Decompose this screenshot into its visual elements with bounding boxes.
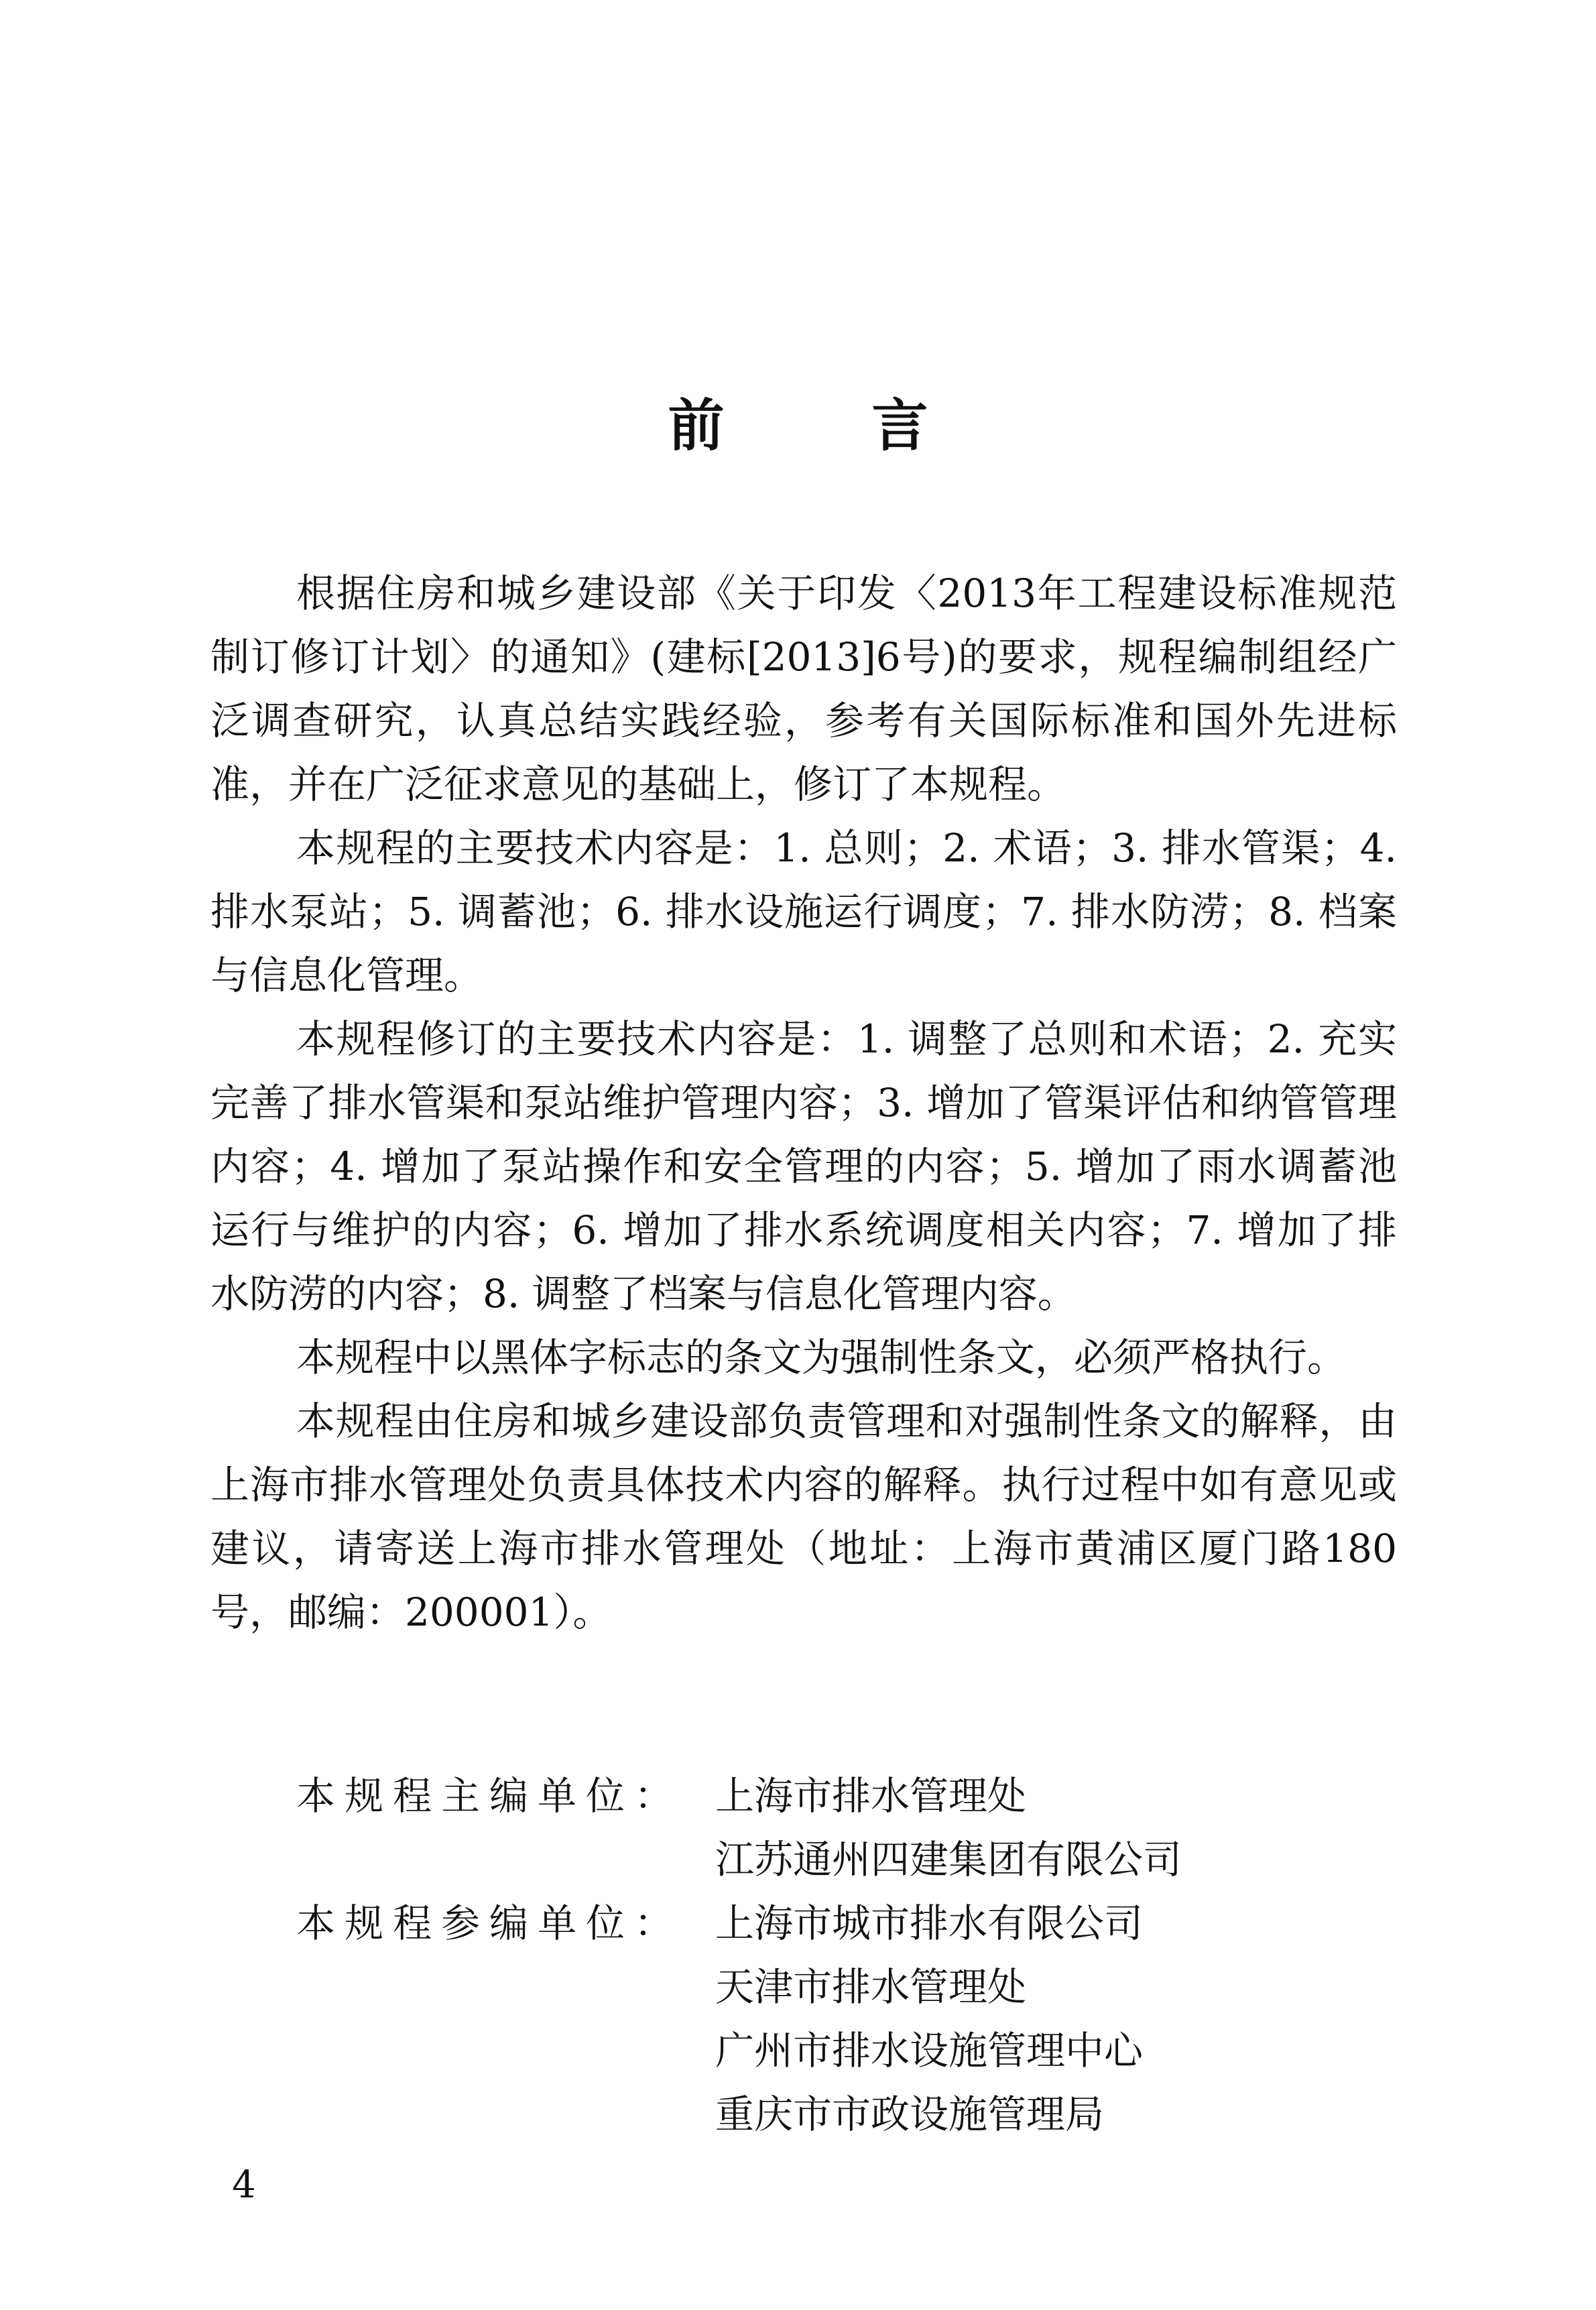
page-title <box>0 389 1596 463</box>
unit-label-spacer <box>296 2019 715 2083</box>
paragraph-revision-basis: 根据住房和城乡建设部《关于印发〈2013年工程建设标准规范制订修订计划〉的通知》(建标[2013]6号)的要求，规程编制组经广泛调查研究，认真总结实践经验，参考有关国际标准和国外先进标准，并在广泛征求意见的基础上，修订了本规程。 <box>210 570 1397 807</box>
participating-unit-row <box>296 1955 1182 2019</box>
chief-unit-name: 江苏通州四建集团有限公司 <box>715 1837 1182 1882</box>
paragraph-management-contact: 本规程由住房和城乡建设部负责管理和对强制性条文的解释，由上海市排水管理处负责具体技术内容的解释。执行过程中如有意见或建议，请寄送上海市排水管理处（地址：上海市黄浦区厦门路180号，邮编：200001）。 <box>210 1398 1397 1635</box>
title-right-character: 言 <box>871 393 928 459</box>
chief-unit-row <box>296 1764 1182 1828</box>
paragraph-main-content: 本规程的主要技术内容是：1. 总则；2. 术语；3. 排水管渠；4. 排水泵站；5. 调蓄池；6. 排水设施运行调度；7. 排水防涝；8. 档案与信息化管理。 <box>210 825 1397 998</box>
participating-unit-row <box>296 1892 1182 1955</box>
participating-unit-name: 上海市城市排水有限公司 <box>715 1900 1144 1946</box>
title-left-character: 前 <box>668 393 725 459</box>
participating-unit-name: 广州市排水设施管理中心 <box>715 2028 1144 2073</box>
unit-label-spacer <box>296 1955 715 2019</box>
unit-label-spacer <box>296 1828 715 1892</box>
page-number: 4 <box>232 2163 256 2207</box>
participating-unit-row <box>296 2019 1182 2083</box>
chief-unit-row <box>296 1828 1182 1892</box>
participating-unit-name: 重庆市市政设施管理局 <box>715 2091 1105 2137</box>
compiling-units <box>296 1764 1182 2146</box>
unit-label-spacer <box>296 2083 715 2146</box>
paragraph-mandatory-provisions: 本规程中以黑体字标志的条文为强制性条文，必须严格执行。 <box>296 1335 1347 1380</box>
paragraph-revised-content: 本规程修订的主要技术内容是：1. 调整了总则和术语；2. 充实完善了排水管渠和泵站维护管理内容；3. 增加了管渠评估和纳管管理内容；4. 增加了泵站操作和安全管理的内容；5. 增加了雨水调蓄池运行与维护的内容；6. 增加了排水系统调度相关内容；7. 增加了排水防涝的内容；8. 调整了档案与信息化管理内容。 <box>210 1016 1397 1317</box>
chief-units-label: 本规程主编单位： <box>296 1773 683 1819</box>
participating-units-label: 本规程参编单位： <box>296 1900 683 1946</box>
participating-unit-row <box>296 2083 1182 2146</box>
chief-unit-name: 上海市排水管理处 <box>715 1773 1027 1819</box>
preface-body <box>210 562 1397 1644</box>
participating-unit-name: 天津市排水管理处 <box>715 1964 1027 2010</box>
